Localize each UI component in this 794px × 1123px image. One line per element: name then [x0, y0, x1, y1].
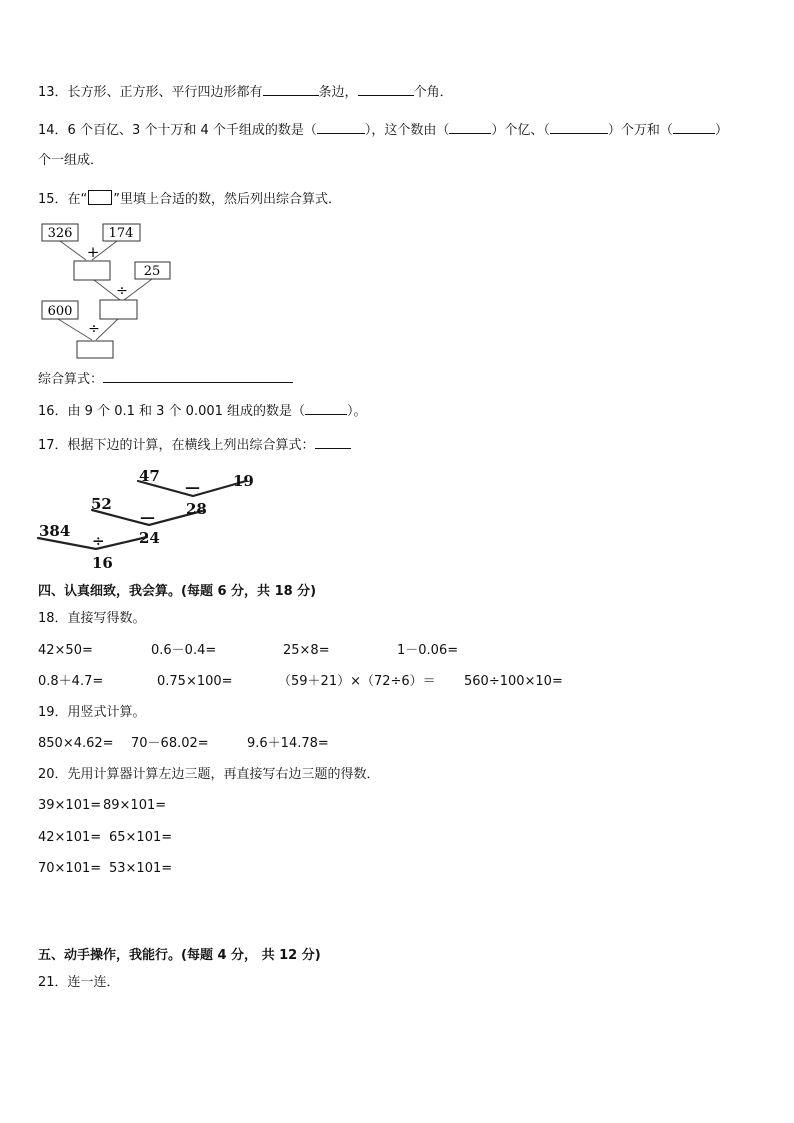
num-384: 384: [39, 522, 71, 540]
q14-text-b: ），这个数由（: [364, 123, 450, 138]
q14-text-d: ）个万和（: [607, 123, 673, 138]
q15-text-a: 15．在“: [38, 192, 88, 207]
q18-r1-c4: 1－0.06=: [397, 643, 459, 658]
q14-text-e: ）: [714, 123, 728, 138]
num-24: 24: [139, 529, 160, 547]
q13-text-a: 13．长方形、正方形、平行四边形都有: [38, 85, 263, 100]
q15-formula-line: [38, 370, 293, 389]
q18-r2-c3: （59＋21）×（72÷6）＝: [278, 674, 436, 689]
q19-item-3: 9.6＋14.78=: [247, 736, 329, 751]
question-17: [38, 436, 351, 455]
q18-r1-c1: 42×50=: [38, 643, 93, 658]
q14-text-a: 14．6 个百亿、3 个十万和 4 个千组成的数是（: [38, 123, 317, 138]
minus-sign-1: —: [185, 478, 200, 496]
q20-r1-right: 89×101=: [103, 798, 167, 813]
section-5-heading: 五、动手操作，我能行。(每题 4 分， 共 12 分): [38, 948, 321, 963]
section-4-heading: 四、认真细致，我会算。(每题 6 分，共 18 分): [38, 584, 317, 599]
q17-blank[interactable]: [315, 436, 351, 449]
q19-item-2: 70－68.02=: [131, 736, 209, 751]
num-28: 28: [186, 500, 207, 518]
answer-box-sum[interactable]: [74, 261, 110, 280]
q18-r2-c2: 0.75×100=: [157, 674, 233, 689]
q14-blank-number[interactable]: [317, 121, 365, 134]
q13-text-b: 条边，: [318, 85, 358, 100]
q18-r2-c1: 0.8＋4.7=: [38, 674, 104, 689]
answer-box-quotient[interactable]: [100, 300, 137, 319]
q14-blank-yi[interactable]: [449, 121, 491, 134]
q14-blank-yi-unit[interactable]: [673, 121, 715, 134]
q21-title: 21．连一连．: [38, 975, 120, 990]
q18-r1-c2: 0.6－0.4=: [151, 643, 217, 658]
num-16: 16: [92, 554, 113, 572]
q19-title: 19．用竖式计算。: [38, 705, 146, 720]
q18-title: 18．直接写得数。: [38, 611, 146, 626]
label-174: 174: [108, 226, 134, 241]
q20-r2-right: 65×101=: [109, 830, 173, 845]
q15-diagram: [36, 220, 186, 362]
question-14: [38, 121, 728, 140]
q13-blank-angles[interactable]: [358, 83, 414, 96]
num-52: 52: [91, 495, 112, 513]
question-14-cont: [38, 152, 103, 170]
q18-r1-c3: 25×8=: [283, 643, 330, 658]
q17-diagram: [36, 464, 266, 576]
divide-sign-1: ÷: [116, 283, 128, 299]
q15-formula-label: 综合算式：: [38, 372, 104, 387]
q20-r3-right: 53×101=: [109, 861, 173, 876]
q13-text-c: 个角．: [413, 85, 453, 100]
question-15: [38, 190, 341, 209]
q14-blank-wan[interactable]: [550, 121, 608, 134]
label-25: 25: [143, 264, 161, 279]
q20-r2-left: 42×101=: [38, 830, 102, 845]
q20-title: 20．先用计算器计算左边三题，再直接写右边三题的得数．: [38, 767, 380, 782]
q20-r1-left: 39×101=: [38, 798, 102, 813]
q18-r2-c4: 560÷100×10=: [464, 674, 563, 689]
question-16: [38, 402, 367, 421]
q16-text-a: 16．由 9 个 0.1 和 3 个 0.001 组成的数是（: [38, 404, 306, 419]
inline-empty-box: [88, 190, 112, 205]
divide-sign-2: ÷: [88, 321, 100, 337]
q15-formula-blank[interactable]: [103, 370, 293, 383]
q15-text-b: ”里填上合适的数，然后列出综合算式．: [113, 192, 342, 207]
label-326: 326: [47, 226, 73, 241]
num-47: 47: [139, 467, 160, 485]
q14-text-f: 个一组成．: [38, 153, 104, 168]
minus-sign-2: —: [140, 508, 155, 526]
divide-sign: ÷: [92, 532, 105, 550]
plus-sign: +: [86, 243, 100, 261]
answer-box-final[interactable]: [77, 341, 113, 358]
q13-blank-sides[interactable]: [263, 83, 319, 96]
q16-text-b: ）。: [347, 404, 367, 419]
question-13: [38, 83, 453, 102]
q19-item-1: 850×4.62=: [38, 736, 114, 751]
q17-text: 17．根据下边的计算，在横线上列出综合算式：: [38, 438, 315, 453]
q14-text-c: ）个亿、（: [491, 123, 550, 138]
q20-r3-left: 70×101=: [38, 861, 102, 876]
label-600: 600: [47, 304, 73, 319]
q16-blank[interactable]: [305, 402, 347, 415]
num-19: 19: [233, 472, 254, 490]
